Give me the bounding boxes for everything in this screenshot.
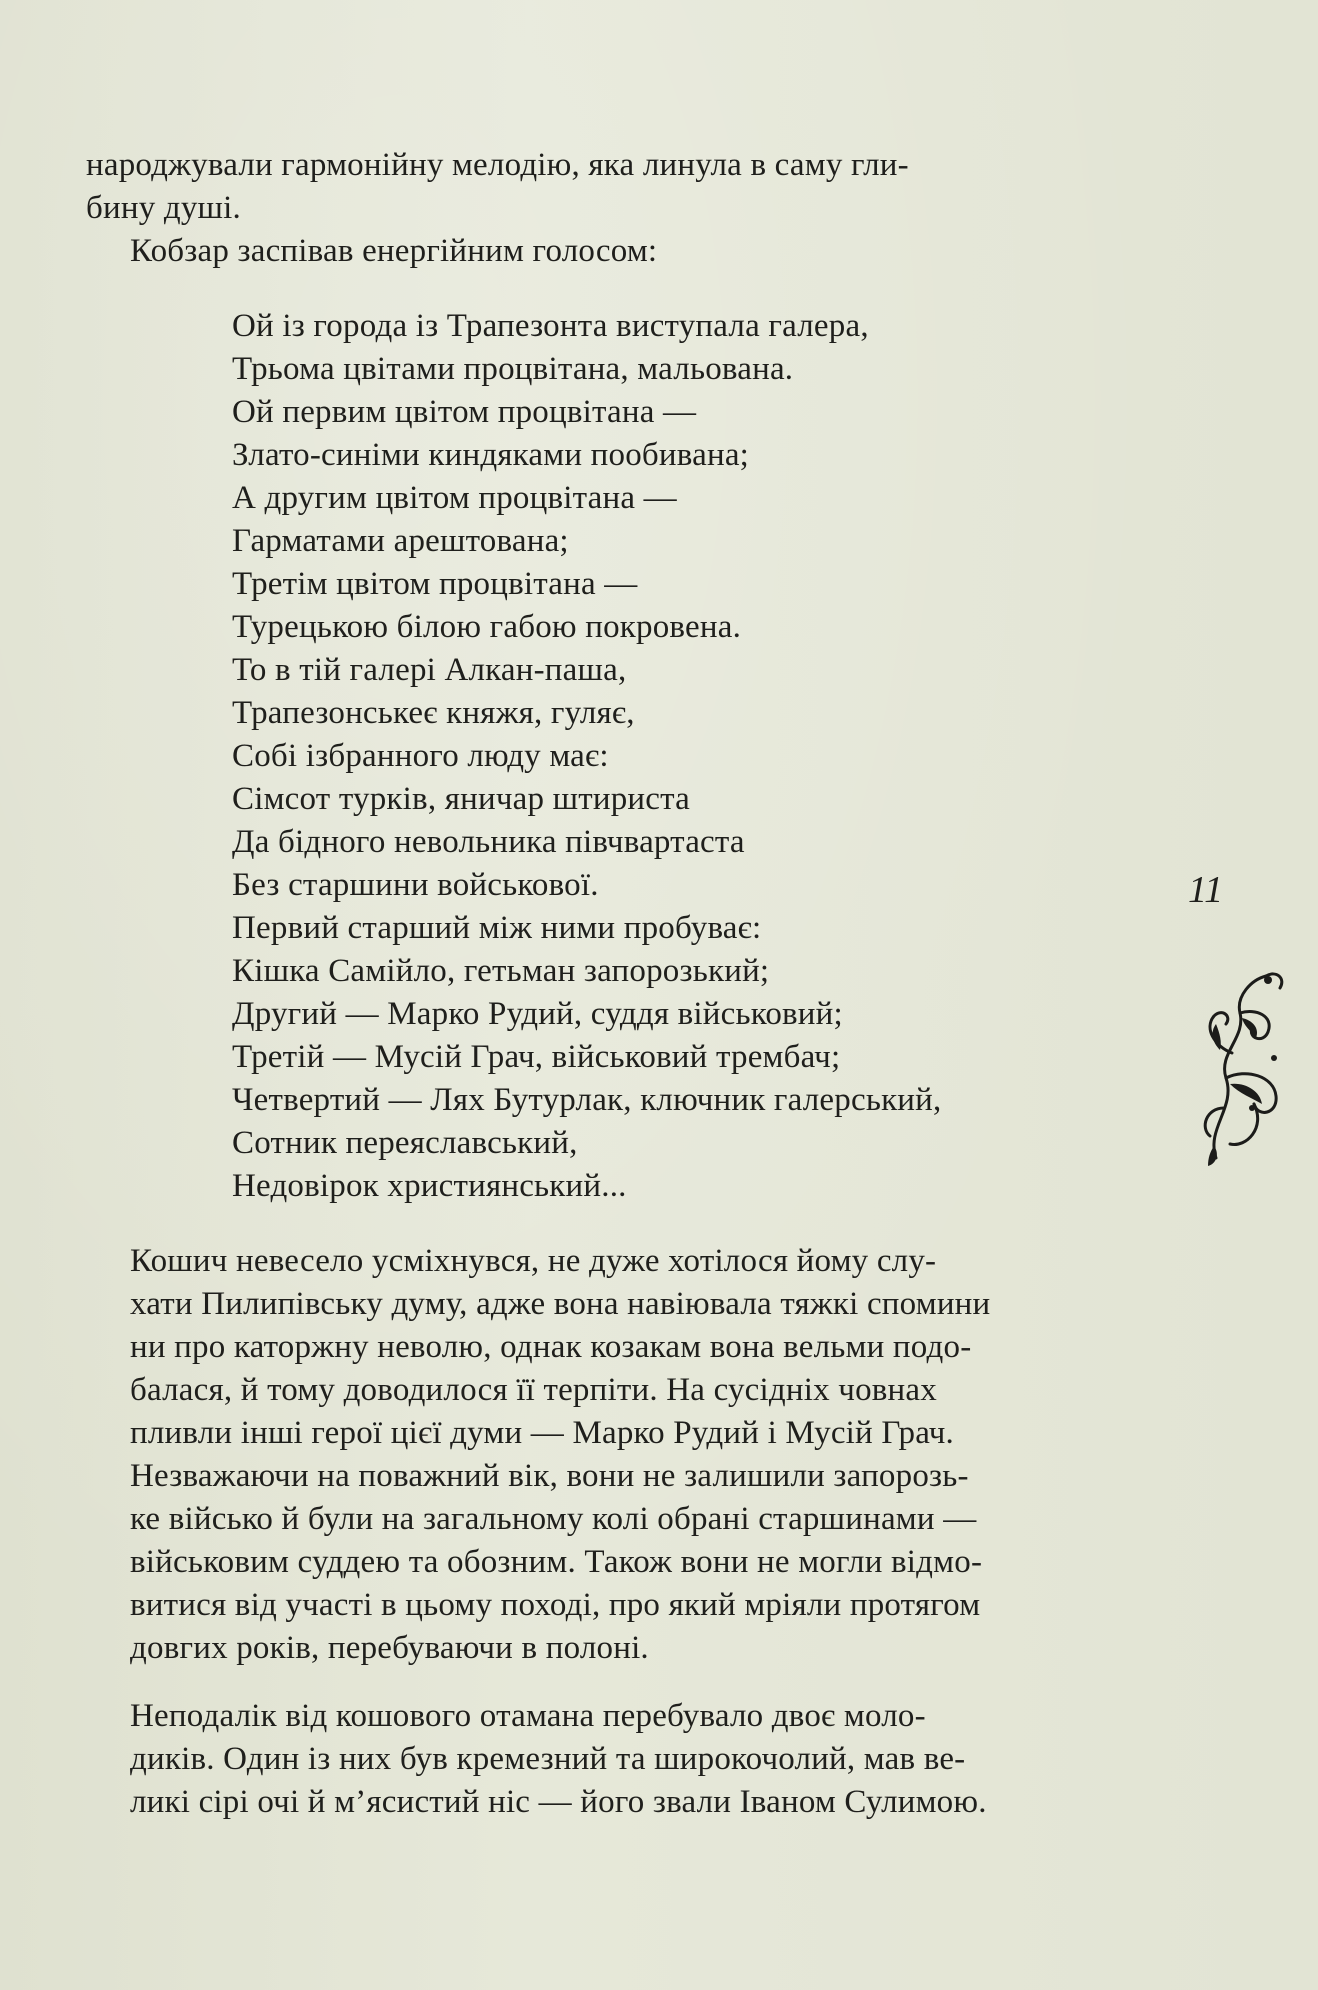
- paragraph-two: [86, 1240, 1148, 1670]
- verse-line: Четвертий — Лях Бутурлак, ключник галерський,: [232, 1082, 942, 1118]
- text-line: пливли інші герої цієї думи — Марко Рудий і Мусій Грач.: [130, 1415, 955, 1451]
- flourish-ornament-icon: [1196, 958, 1292, 1168]
- verse-block: [232, 305, 1148, 1208]
- text-line: ке військо й були на загальному колі обрані старшинами —: [130, 1501, 977, 1537]
- text-line: Незважаючи на поважний вік, вони не залишили запорозь-: [130, 1458, 969, 1494]
- text-line: довгих років, перебуваючи в полоні.: [130, 1630, 649, 1666]
- verse-line: Без старшини войськової.: [232, 867, 599, 903]
- verse-line: Гарматами арештована;: [232, 523, 569, 559]
- opening-paragraph: [86, 144, 1148, 230]
- page-number: 11: [1188, 869, 1224, 911]
- verse-line: То в тій галері Алкан-паша,: [232, 652, 627, 688]
- text-line: Неподалік від кошового отамана перебувало двоє моло-: [130, 1698, 926, 1734]
- verse-line: Кішка Самійло, гетьман запорозький;: [232, 953, 770, 989]
- verse-line: Сімсот турків, яничар штириста: [232, 781, 690, 817]
- verse-line: Третім цвітом процвітана —: [232, 566, 638, 602]
- verse-line: Третій — Мусій Грач, військовий трембач;: [232, 1039, 841, 1075]
- text-line: хати Пилипівську думу, адже вона навіювала тяжкі спомини: [130, 1286, 991, 1322]
- verse-line: Собі ізбранного люду має:: [232, 738, 609, 774]
- text-line: бину душі.: [86, 190, 241, 226]
- text-line: Кошич невесело усміхнувся, не дуже хотілося йому слу-: [130, 1243, 937, 1279]
- verse-line: Ой первим цвітом процвітана —: [232, 394, 697, 430]
- verse-line: Злато-синіми киндяками пообивана;: [232, 437, 750, 473]
- verse-line: Сотник переяславський,: [232, 1125, 578, 1161]
- verse-line: Турецькою білою габою покровена.: [232, 609, 742, 645]
- verse-line: Трапезонськеє княжя, гуляє,: [232, 695, 635, 731]
- verse-line: Ой із города із Трапезонта виступала галера,: [232, 308, 869, 344]
- text-line: витися від участі в цьому поході, про який мріяли протягом: [130, 1587, 981, 1623]
- verse-line: Другий — Марко Рудий, суддя військовий;: [232, 996, 843, 1032]
- intro-line: Кобзар заспівав енергійним голосом:: [130, 233, 658, 269]
- verse-line: Да бідного невольника півчвартаста: [232, 824, 745, 860]
- text-line: диків. Один із них був кремезний та широкочолий, мав ве-: [130, 1741, 966, 1777]
- body-text: [86, 144, 1148, 1824]
- paragraph-three: [86, 1695, 1148, 1824]
- text-line: військовим суддею та обозним. Також вони не могли відмо-: [130, 1544, 983, 1580]
- text-line: балася, й тому доводилося її терпіти. На сусідніх човнах: [130, 1372, 937, 1408]
- verse-line: Первий старший між ними пробуває:: [232, 910, 762, 946]
- text-line: ликі сірі очі й м’ясистий ніс — його звали Іваном Сулимою.: [130, 1784, 987, 1820]
- text-line: народжували гармонійну мелодію, яка линула в саму гли-: [86, 147, 909, 183]
- verse-line: Недовірок християнський...: [232, 1168, 627, 1204]
- text-line: ни про каторжну неволю, однак козакам вона вельми подо-: [130, 1329, 972, 1365]
- verse-line: А другим цвітом процвітана —: [232, 480, 677, 516]
- verse-line: Трьома цвітами процвітана, мальована.: [232, 351, 794, 387]
